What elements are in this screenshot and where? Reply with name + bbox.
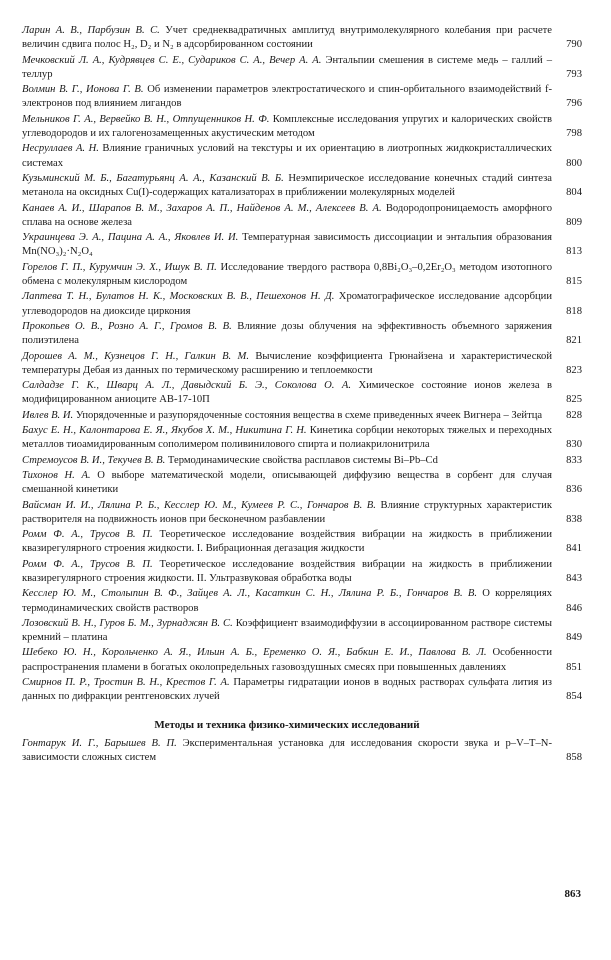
entry-authors: Волмин В. Г., Ионова Г. В.: [22, 84, 144, 96]
entry-title: Водородопроницаемость аморфного сплава на основе железа: [22, 202, 552, 228]
entry-authors: Несруллаев А. Н.: [22, 143, 99, 155]
entry-page: 833: [566, 454, 582, 466]
toc-entry: [22, 676, 582, 705]
toc-entry: [22, 617, 582, 646]
entry-title: О выборе математической модели, описывающей диффузию вещества в сорбент для случая смешанной кинетики: [22, 469, 552, 496]
entry-authors: Ивлев В. И.: [22, 409, 74, 421]
entry-title: Об изменении параметров электростатического и спин-орбитального взаимодействий f-электронов под влиянием лигандов: [22, 84, 552, 110]
entry-page: 854: [566, 691, 582, 703]
entry-title: Энтальпии смешения в системе медь – галлий – теллур: [22, 54, 552, 80]
entry-title: Химическое состояние ионов железа в модифицированном аниоците АВ-17-10П: [22, 380, 552, 406]
entry-authors: Шебеко Ю. Н., Корольченко А. Я., Ильин А. Б., Еременко О. Я., Бабкин Е. И., Павлова В. Л.: [22, 647, 487, 659]
toc-entry: [22, 587, 582, 616]
entry-title: Хроматографическое исследование адсорбции углеводородов на диоксиде циркония: [22, 291, 553, 317]
toc-entry: [22, 24, 582, 53]
entry-page: 809: [566, 216, 582, 228]
entry-authors: Вайсман И. И., Лялина Р. Б., Кесслер Ю. М., Кумеев Р. С., Гончаров В. В.: [22, 499, 376, 511]
entry-title: Вычисление коэффициента Грюнайзена и характеристической температуры Дебая из данных по термическому расширению и теплоемкости: [22, 350, 553, 376]
entry-authors: Мельников Г. А., Вервейко В. Н., Отпущенников Н. Ф.: [22, 113, 270, 125]
entry-page: 830: [566, 439, 582, 451]
entry-authors: Горелов Г. П., Курумчин Э. Х., Ишук В. П.: [22, 261, 217, 273]
entry-page: 836: [566, 484, 582, 496]
toc-entry: [22, 83, 582, 112]
toc-entry: [22, 350, 582, 379]
page-number: 863: [564, 888, 581, 900]
entry-page: 846: [566, 602, 582, 614]
entry-page: 804: [566, 187, 582, 199]
entry-page: 838: [566, 513, 582, 525]
entry-authors: Лозовский В. Н., Гуров Б. М., Зурнаджян В. С.: [22, 617, 233, 629]
entry-title: Теоретическое исследование воздействия вибрации на жидкость в приближении квазирегулярного строения жидкости. II. Ультразвуковая обработка воды: [22, 558, 553, 584]
entry-authors: Кесслер Ю. М., Столыпин В. Ф., Зайцев А. Л., Касаткин С. Н., Лялина Р. Б., Гончаров В. В.: [22, 588, 477, 600]
toc-entry: [22, 54, 582, 83]
entry-title: Учет среднеквадратичных амплитуд внутримолекулярного колебания при расчете величин сдвига полос H₂, D₂ и N₂ в адсорбированном состоянии: [22, 25, 552, 51]
toc-entry: [22, 409, 582, 423]
entry-page: 841: [566, 543, 582, 555]
entry-title: Теоретическое исследование воздействия вибрации на жидкость в приближении квазирегулярного строения жидкости. I. Вибрационная дегазация жидкости: [22, 529, 553, 555]
entry-authors: Дорошев А. М., Кузнецов Г. Н., Галкин В. М.: [22, 350, 250, 362]
toc-entry: [22, 379, 582, 408]
entry-title: Параметры гидратации ионов в водных растворах сульфата лития из данных по дифракции рентгеновских лучей: [22, 677, 552, 703]
entry-title: Исследование твердого раствора 0,8Bi₂O₃–0,2Er₂O₃ методом изотопного обмена с молекулярным кислородом: [22, 261, 552, 288]
entry-title: Коэффициент взаимодиффузии в ассоциированном растворе системы кремний – платина: [22, 617, 552, 644]
toc-entry: [22, 454, 582, 468]
entry-authors: Мечковский Л. А., Кудрявцев С. Е., Судариков С. А., Вечер А. А.: [22, 54, 322, 66]
entry-authors: Ромм Ф. А., Трусов В. П.: [22, 529, 153, 541]
entry-authors: Салдадзе Г. К., Шварц А. Л., Давыдский Б. Э., Соколова О. А.: [22, 380, 352, 392]
entry-title: Комплексные исследования упругих и калорических свойств углеводородов и их галогенозамещенных акустическим методом: [22, 113, 553, 140]
entry-title: Температурная зависимость диссоциации и энтальпия образования Mn(NO₃)₂·N₂O₄: [22, 232, 552, 258]
entry-title: Экспериментальная установка для исследования скорости звука и p–V–T–N-зависимости сложных систем: [22, 737, 552, 763]
entry-authors: Смирнов П. Р., Тростин В. Н., Крестов Г. А.: [22, 677, 230, 689]
entry-page: 800: [566, 157, 582, 169]
entry-authors: Прокопьев О. В., Розно А. Г., Громов В. В.: [22, 320, 232, 332]
toc-entry: [22, 558, 582, 587]
toc-entry: [22, 469, 582, 498]
entry-authors: Ларин А. В., Парбузин В. С.: [22, 25, 160, 36]
entry-page: 796: [566, 98, 582, 110]
entry-page: 815: [566, 276, 582, 288]
toc-entry: [22, 172, 582, 201]
contents-list: [22, 24, 582, 705]
entry-authors: Гонтарук И. Г., Барышев В. П.: [22, 737, 177, 749]
entry-title: Влияние граничных условий на текстуры и их ориентацию в лиотропных жидкокристаллических системах: [22, 143, 552, 169]
toc-entry: [22, 737, 582, 766]
entry-page: 843: [566, 572, 582, 584]
entry-title: Влияние структурных характеристик растворителя на подвижность ионов при бесконечном разбавлении: [22, 499, 552, 525]
entry-page: 798: [566, 128, 582, 140]
entry-page: 793: [566, 68, 582, 80]
entry-title: Неэмпирическое исследование конечных стадий синтеза метанола на оксидных Cu(I)-содержащих катализаторах в приближении молекулярных моделей: [22, 172, 553, 199]
toc-entry: [22, 113, 582, 142]
entry-page: 858: [566, 751, 582, 763]
entry-authors: Канаев А. И., Шарапов В. М., Захаров А. П., Найденов А. М., Алексеев В. А.: [22, 202, 382, 214]
toc-entry: [22, 320, 582, 349]
entry-page: 828: [566, 409, 582, 421]
entry-page: 851: [566, 661, 582, 673]
entry-authors: Ромм Ф. А., Трусов В. П.: [22, 558, 153, 570]
entry-title: О корреляциях термодинамических свойств растворов: [22, 588, 553, 614]
entry-authors: Кузьминский М. Б., Багатурьянц А. А., Казанский В. Б.: [22, 172, 284, 184]
entry-page: 790: [566, 39, 582, 51]
entry-authors: Лаптева Т. Н., Булатов Н. К., Московских В. В., Пешехонов Н. Д.: [22, 291, 335, 303]
entry-page: 818: [566, 305, 582, 317]
contents-page: [22, 24, 582, 766]
toc-entry: [22, 290, 582, 319]
entry-page: 823: [566, 364, 582, 376]
entry-title: Упорядоченные и разупорядоченные состояния вещества в схеме приведенных ячеек Вигнера – Зейтца: [75, 409, 543, 421]
toc-entry: [22, 142, 582, 171]
entry-page: 825: [566, 394, 582, 406]
entry-page: 849: [566, 632, 582, 644]
entry-authors: Украинцева Э. А., Пацина А. А., Яковлев И. И.: [22, 232, 239, 244]
entry-title: Термодинамические свойства расплавов системы Bi–Pb–Cd: [167, 454, 438, 466]
entry-title: Влияние дозы облучения на эффективность объемного заряжения полиэтилена: [22, 320, 552, 347]
toc-entry: [22, 424, 582, 453]
contents-list-methods: [22, 737, 582, 766]
entry-authors: Стремоусов В. И., Текучев В. В.: [22, 454, 166, 466]
entry-page: 813: [566, 246, 582, 258]
entry-title: Особенности распространения пламени в богатых околопредельных газовоздушных смесях при повышенных давлениях: [22, 647, 552, 673]
section-title: Методы и техника физико-химических исследований: [154, 718, 420, 731]
entry-page: 821: [566, 335, 582, 347]
toc-entry: [22, 528, 582, 557]
toc-entry: [22, 499, 582, 528]
toc-entry: [22, 646, 582, 675]
entry-title: Кинетика сорбции некоторых тяжелых и переходных металлов тиоамидированным сополимером поливинилового спирта и полиакрилонитрила: [22, 425, 552, 451]
toc-entry: [22, 202, 582, 231]
toc-entry: [22, 261, 582, 290]
entry-authors: Тихонов Н. А.: [22, 469, 91, 481]
toc-entry: [22, 231, 582, 260]
entry-authors: Бахус Е. Н., Калонтарова Е. Я., Якубов Х. М., Никитина Г. Н.: [22, 425, 307, 437]
